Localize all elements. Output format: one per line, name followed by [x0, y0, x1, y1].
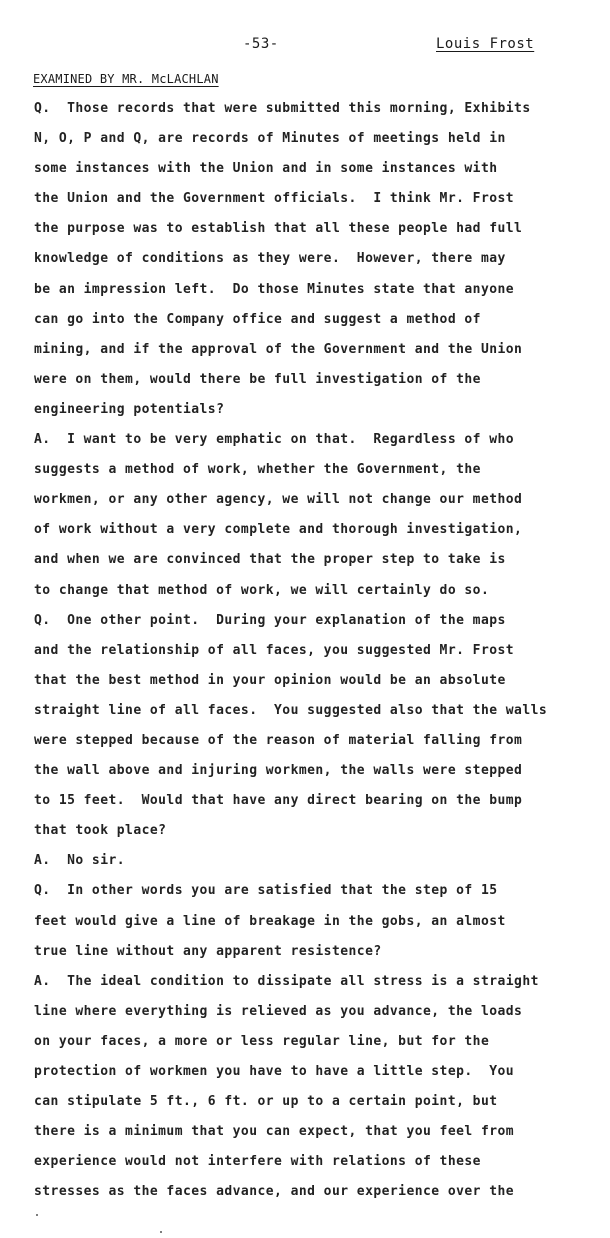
text-line: on your faces, a more or less regular line, but for the [34, 1033, 490, 1049]
text-line: that the best method in your opinion would be an absolute [34, 672, 506, 688]
text-line: can go into the Company office and suggest a method of [34, 311, 481, 327]
text-line: there is a minimum that you can expect, that you feel from [34, 1124, 515, 1140]
text-line: straight line of all faces. You suggested also that the walls [34, 702, 548, 718]
text-line: be an impression left. Do those Minutes state that anyone [34, 281, 515, 297]
text-line: experience would not interfere with relations of these [34, 1154, 481, 1170]
text-line: were stepped because of the reason of material falling from [34, 732, 523, 748]
text-line: engineering potentials? [34, 401, 225, 417]
text-line: A. No sir. [34, 853, 126, 869]
text-line: and the relationship of all faces, you suggested Mr. Frost [34, 642, 515, 658]
text-line: A. The ideal condition to dissipate all stress is a straight [34, 973, 539, 989]
text-line: stresses as the faces advance, and our experience over the [34, 1184, 515, 1200]
scan-speck [36, 1214, 38, 1216]
scan-speck [160, 1231, 162, 1233]
text-line: Q. In other words you are satisfied that the step of 15 [34, 883, 498, 899]
text-line: can stipulate 5 ft., 6 ft. or up to a certain point, but [34, 1094, 498, 1110]
text-line: line where everything is relieved as you advance, the loads [34, 1003, 523, 1019]
text-line: Q. One other point. During your explanation of the maps [34, 612, 506, 628]
text-line: suggests a method of work, whether the Government, the [34, 462, 481, 478]
text-line: Q. Those records that were submitted this morning, Exhibits [34, 101, 531, 116]
text-line: A. I want to be very emphatic on that. Regardless of who [34, 432, 515, 448]
text-line: the purpose was to establish that all these people had full [34, 221, 523, 237]
text-line: N, O, P and Q, are records of Minutes of meetings held in [34, 131, 506, 147]
text-line: were on them, would there be full investigation of the [34, 371, 481, 387]
section-heading: EXAMINED BY MR. McLACHLAN [33, 72, 219, 86]
text-line: the Union and the Government officials. I think Mr. Frost [34, 191, 515, 207]
text-line: knowledge of conditions as they were. However, there may [34, 251, 506, 267]
text-line: protection of workmen you have to have a little step. You [34, 1064, 515, 1079]
text-line: the wall above and injuring workmen, the walls were stepped [34, 763, 523, 779]
text-line: and when we are convinced that the proper step to take is [34, 552, 506, 568]
text-line: true line without any apparent resistence? [34, 943, 382, 959]
text-line: workmen, or any other agency, we will not change our method [34, 492, 523, 508]
text-line: that took place? [34, 823, 167, 839]
text-line: some instances with the Union and in some instances with [34, 161, 498, 177]
page-number: -53- [243, 36, 279, 52]
text-line: to 15 feet. Would that have any direct bearing on the bump [34, 793, 523, 809]
text-line: mining, and if the approval of the Government and the Union [34, 341, 523, 357]
text-line: of work without a very complete and thorough investigation, [34, 522, 523, 538]
transcript-body [34, 99, 604, 1212]
witness-name: Louis Frost [436, 36, 535, 52]
text-line: feet would give a line of breakage in the gobs, an almost [34, 913, 506, 929]
text-line: to change that method of work, we will certainly do so. [34, 582, 490, 598]
